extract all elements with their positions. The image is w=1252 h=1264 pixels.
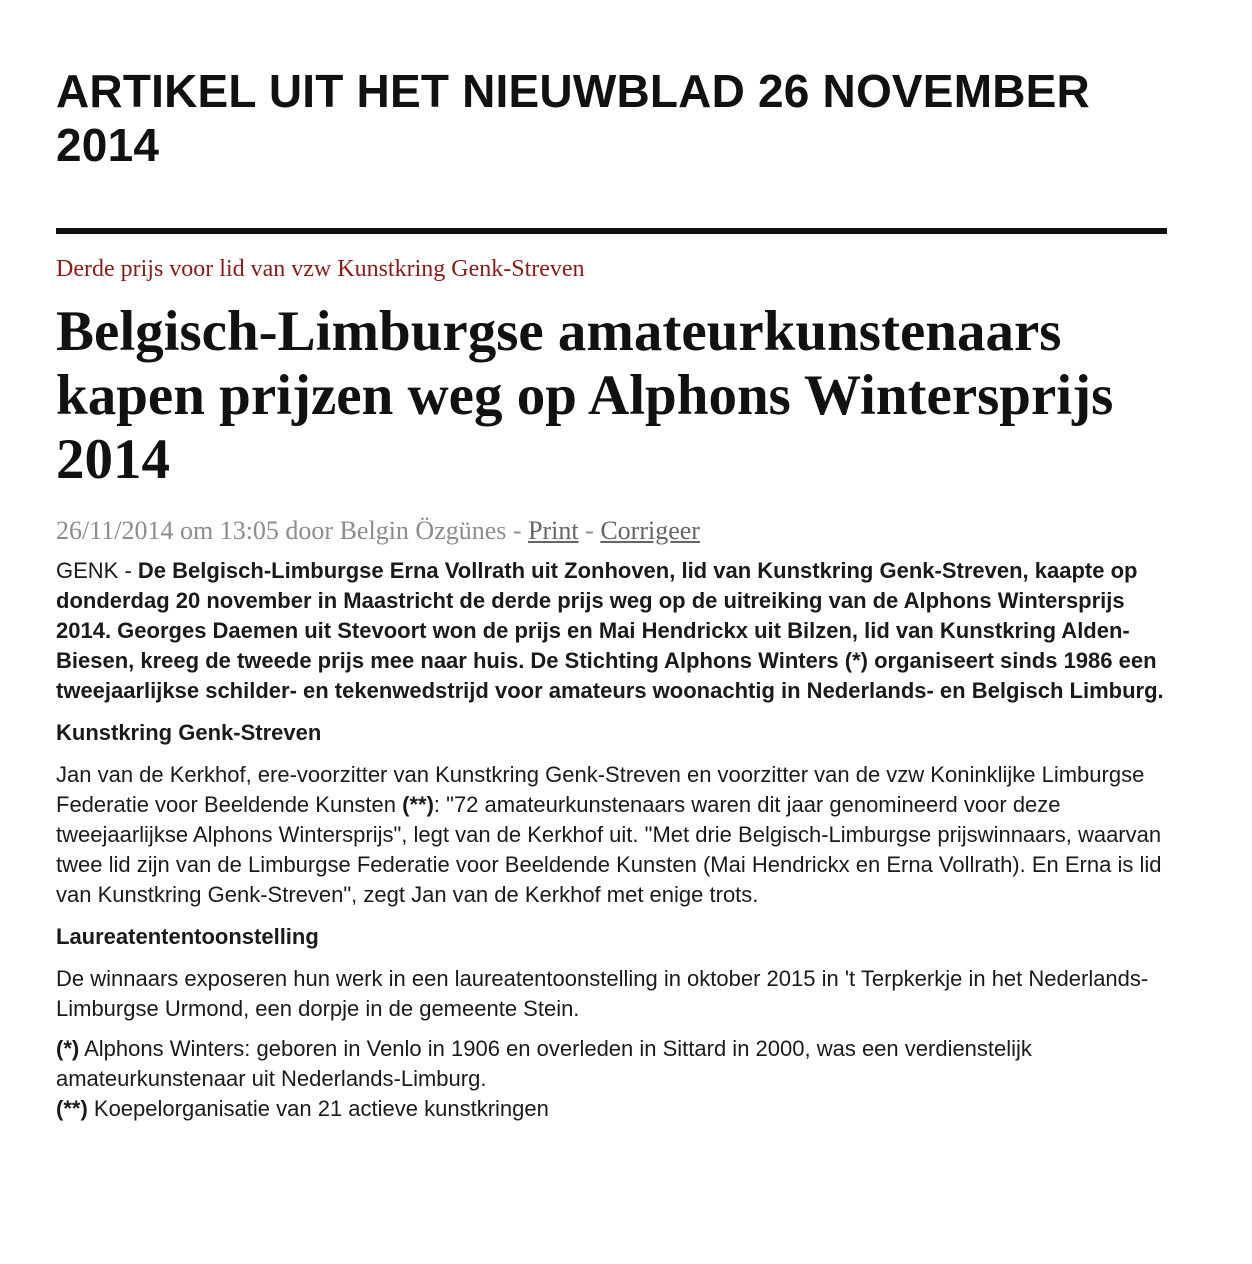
correct-link[interactable]: Corrigeer xyxy=(600,516,700,545)
article-kicker: Derde prijs voor lid van vzw Kunstkring Genk-Streven xyxy=(56,256,585,282)
paragraph-text-start: Jan van de Kerkhof, ere-voorzitter van Kunstkring Genk-Streven en voorzitter van de vzw Koninklijke Limburgse Federatie voor Beeldende Kunsten xyxy=(56,762,1145,817)
lead-text: De Belgisch-Limburgse Erna Vollrath uit Zonhoven, lid van Kunstkring Genk-Streven, kaapte op donderdag 20 november in Maastricht de derde prijs weg op de uitreiking van de Alphons Wintersprijs 2014. Georges Daemen uit Stevoort won de prijs en Mai Hendrickx uit Bilzen, lid van Kunstkring Alden-Biesen, kreeg de tweede prijs mee naar huis. De Stichting Alphons Winters (*) organiseert sinds 1986 een tweejaarlijkse schilder- en tekenwedstrijd voor amateurs woonachtig in Nederlands- en Belgisch Limburg. xyxy=(56,558,1164,703)
footnote-2-text: Koepelorganisatie van 21 actieve kunstkringen xyxy=(87,1096,549,1121)
paragraph-text-end: : "72 amateurkunstenaars waren dit jaar genomineerd voor deze tweejaarlijkse Alphons Wintersprijs", legt van de Kerkhof uit. "Met drie Belgisch-Limburgse prijswinnaars, waarvan twee lid zijn van de Limburgse Federatie voor Beeldende Kunsten (Mai Hendrickx en Erna Vollrath). En Erna is lid van Kunstkring Genk-Streven", zegt Jan van de Kerkhof met enige trots. xyxy=(56,792,1162,907)
footnotes xyxy=(56,1034,1182,1124)
title-divider xyxy=(56,228,1167,234)
section-paragraph-kunstkring xyxy=(56,760,1182,910)
section-heading-kunstkring: Kunstkring Genk-Streven xyxy=(56,720,322,745)
lead-paragraph xyxy=(56,556,1182,706)
byline-meta: 26/11/2014 om 13:05 door Belgin Özgünes - xyxy=(56,516,529,545)
footnote-marker: (**) xyxy=(402,792,434,817)
dateline-city: GENK - xyxy=(56,558,138,583)
article-headline: Belgisch-Limburgse amateurkunstenaars kapen prijzen weg op Alphons Wintersprijs 2014 xyxy=(56,300,1114,491)
footnote-1-text: Alphons Winters: geboren in Venlo in 1906 en overleden in Sittard in 2000, was een verdienstelijk amateurkunstenaar uit Nederlands-Limburg. xyxy=(56,1036,1032,1091)
section-paragraph-laureaten: De winnaars exposeren hun werk in een laureatentoonstelling in oktober 2015 in 't Terpkerkje in het Nederlands-Limburgse Urmond, een dorpje in de gemeente Stein. xyxy=(56,966,1149,1021)
page-title: ARTIKEL UIT HET NIEUWBLAD 26 NOVEMBER 2014 xyxy=(56,65,1090,171)
article-body xyxy=(56,556,1182,1124)
print-link[interactable]: Print xyxy=(528,516,579,545)
footnote-1-marker: (*) xyxy=(56,1036,80,1061)
section-heading-laureaten: Laureatententoonstelling xyxy=(56,924,319,949)
article-byline xyxy=(56,516,1182,546)
byline-separator: - xyxy=(578,516,601,545)
footnote-2-marker: (**) xyxy=(56,1096,88,1121)
